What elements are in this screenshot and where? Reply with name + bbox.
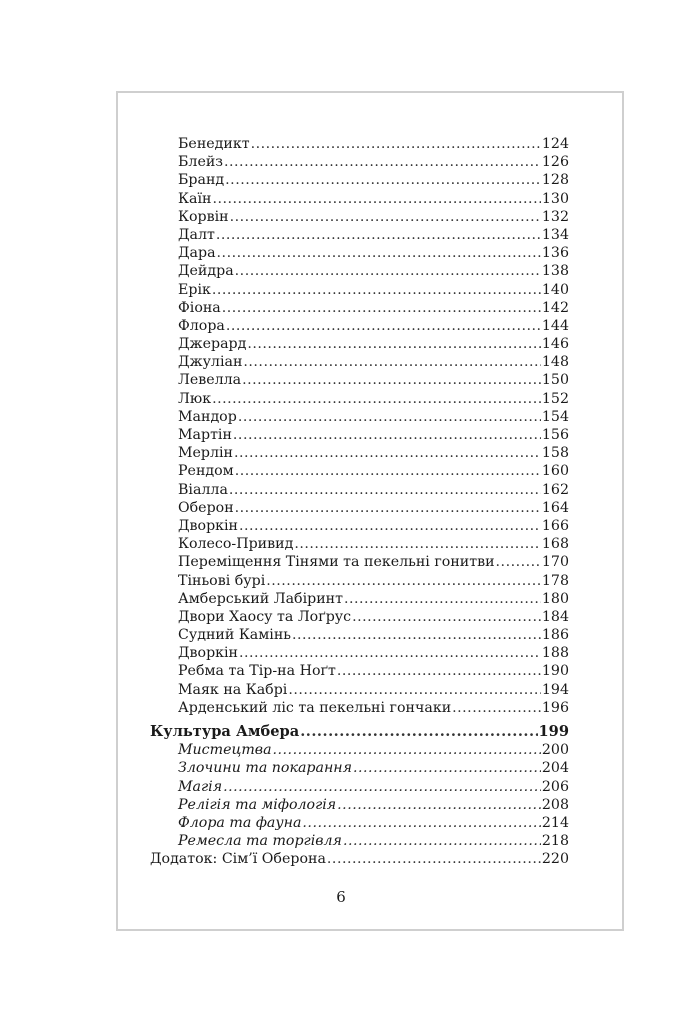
toc-entry-page: 138: [541, 263, 569, 280]
toc-entry-page: 130: [541, 190, 569, 207]
toc-entries: [150, 135, 569, 717]
toc-entry[interactable]: [150, 741, 569, 759]
toc-leader-dots: [222, 299, 541, 317]
toc-entry[interactable]: [150, 190, 569, 208]
toc-entry-label: Корвін: [178, 208, 229, 225]
toc-leader-dots: [225, 171, 541, 189]
toc-entry-label: Рендом: [178, 463, 234, 480]
toc-leader-dots: [212, 390, 541, 408]
toc-leader-dots: [242, 371, 541, 389]
toc-entry-label: Далт: [178, 226, 215, 243]
toc-leader-dots: [352, 608, 541, 626]
toc-entry-page: 126: [541, 154, 569, 171]
toc-leader-dots: [223, 778, 541, 796]
toc-entry-label: Дворкін: [178, 645, 239, 662]
toc-entry-label: Двори Хаосу та Лоґрус: [178, 608, 352, 625]
toc-entry-page: 200: [541, 742, 569, 759]
toc-entry-page: 194: [541, 681, 569, 698]
toc-leader-dots: [235, 499, 541, 517]
toc-section-page: 199: [538, 723, 569, 740]
toc-leader-dots: [234, 444, 541, 462]
toc-entry[interactable]: [150, 335, 569, 353]
toc-entry-page: 196: [541, 699, 569, 716]
toc-entry[interactable]: [150, 390, 569, 408]
toc-leader-dots: [288, 681, 541, 699]
toc-entry-label: Джуліан: [178, 354, 243, 371]
toc-leader-dots: [212, 281, 541, 299]
page-number: 6: [336, 888, 346, 906]
toc-leader-dots: [235, 462, 541, 480]
toc-entry-label: Флора та фауна: [178, 814, 302, 831]
toc-entry-label: Маяк на Кабрі: [178, 681, 288, 698]
toc-entry[interactable]: [150, 662, 569, 680]
toc-entry-page: 190: [541, 663, 569, 680]
toc-entry[interactable]: [150, 590, 569, 608]
toc-entry[interactable]: [150, 499, 569, 517]
toc-entry-page: 180: [541, 590, 569, 607]
toc-entry-label: Мистецтва: [178, 742, 272, 759]
toc-entry-page: 124: [541, 136, 569, 152]
toc-leader-dots: [294, 535, 541, 553]
toc-entry-label: Блейз: [178, 154, 224, 171]
toc-entry-page: 150: [541, 372, 569, 389]
toc-entry[interactable]: [150, 481, 569, 499]
toc-entry[interactable]: [150, 426, 569, 444]
toc-entry[interactable]: [150, 778, 569, 796]
toc-entry[interactable]: [150, 553, 569, 571]
toc-entry[interactable]: [150, 135, 569, 153]
toc-leader-dots: [337, 796, 541, 814]
toc-entry-page: 188: [541, 645, 569, 662]
toc-entry[interactable]: [150, 832, 569, 850]
toc-entry-page: 178: [541, 572, 569, 589]
toc-leader-dots: [238, 408, 541, 426]
toc-entry-label: Тіньові бурі: [178, 572, 266, 589]
toc-entry[interactable]: [150, 171, 569, 189]
toc-entry[interactable]: [150, 626, 569, 644]
toc-entry-label: Дара: [178, 245, 216, 262]
toc-entry-label: Бенедикт: [178, 136, 250, 152]
toc-leader-dots: [327, 850, 541, 868]
toc-entry-page: 134: [541, 226, 569, 243]
toc-leader-dots: [229, 481, 541, 499]
toc-entry[interactable]: [150, 299, 569, 317]
toc-entry-page: 158: [541, 445, 569, 462]
toc-entry-label: Дворкін: [178, 517, 239, 534]
toc-entry[interactable]: [150, 608, 569, 626]
toc-leader-dots: [337, 662, 541, 680]
toc-leader-dots: [273, 741, 541, 759]
toc-leader-dots: [496, 553, 541, 571]
toc-entry-page: 140: [541, 281, 569, 298]
toc-entry[interactable]: [150, 371, 569, 389]
toc-leader-dots: [302, 814, 540, 832]
toc-entry[interactable]: [150, 462, 569, 480]
toc-entry-page: 166: [541, 517, 569, 534]
toc-leader-dots: [353, 759, 541, 777]
toc-entry-page: 152: [541, 390, 569, 407]
toc-leader-dots: [224, 153, 541, 171]
toc-leader-dots: [344, 590, 541, 608]
toc-leader-dots: [239, 644, 541, 662]
toc-leader-dots: [292, 626, 541, 644]
toc-appendix-page: 220: [541, 851, 569, 868]
toc-entry[interactable]: [150, 353, 569, 371]
toc-entry-page: 128: [541, 172, 569, 189]
toc-entry-page: 142: [541, 299, 569, 316]
toc-entry-label: Арденський ліс та пекельні гончаки: [178, 699, 452, 716]
toc-leader-dots: [247, 335, 541, 353]
toc-leader-dots: [216, 226, 541, 244]
toc-leader-dots: [226, 317, 541, 335]
toc-entry-page: 208: [541, 796, 569, 813]
toc-entry-label: Каїн: [178, 190, 212, 207]
toc-entry-page: 186: [541, 627, 569, 644]
toc-entry-page: 214: [541, 814, 569, 831]
toc-leader-dots: [217, 244, 541, 262]
toc-entry-label: Магія: [178, 778, 223, 795]
toc-entry-label: Мерлін: [178, 445, 234, 462]
toc-entry-label: Бранд: [178, 172, 225, 189]
toc-entry[interactable]: [150, 814, 569, 832]
toc-entry[interactable]: [150, 572, 569, 590]
toc-leader-dots: [230, 208, 541, 226]
toc-entry[interactable]: [150, 226, 569, 244]
toc-section-label: Культура Амбера: [150, 723, 300, 740]
toc-entry[interactable]: [150, 644, 569, 662]
toc-entry-page: 146: [541, 336, 569, 353]
toc-entry[interactable]: [150, 535, 569, 553]
toc-entry-page: 148: [541, 354, 569, 371]
toc-entry[interactable]: [150, 517, 569, 535]
toc-entry-page: 144: [541, 317, 569, 334]
toc-entry[interactable]: [150, 699, 569, 717]
toc-entry-page: 168: [541, 536, 569, 553]
toc-appendix-label: Додаток: Сім’ї Оберона: [150, 851, 326, 868]
toc-entry-label: Люк: [178, 390, 212, 407]
toc-entry[interactable]: [150, 796, 569, 814]
table-of-contents: [150, 135, 569, 869]
toc-entry[interactable]: [150, 208, 569, 226]
toc-leader-dots: [243, 353, 541, 371]
toc-entry-page: 154: [541, 408, 569, 425]
toc-entry-label: Релігія та міфологія: [178, 796, 337, 813]
toc-entry-page: 162: [541, 481, 569, 498]
toc-entry-label: Злочини та покарання: [178, 760, 353, 777]
toc-entry-page: 218: [541, 833, 569, 850]
toc-entry-label: Фіона: [178, 299, 221, 316]
toc-leader-dots: [300, 723, 537, 741]
toc-entry-page: 132: [541, 208, 569, 225]
toc-entry-page: 204: [541, 760, 569, 777]
toc-entry-label: Оберон: [178, 499, 234, 516]
toc-entry-page: 206: [541, 778, 569, 795]
toc-leader-dots: [452, 699, 541, 717]
toc-entry[interactable]: [150, 317, 569, 335]
toc-entry-page: 164: [541, 499, 569, 516]
toc-entry-label: Мартін: [178, 427, 232, 443]
toc-entry-page: 156: [541, 427, 569, 443]
toc-leader-dots: [343, 832, 541, 850]
toc-leader-dots: [266, 572, 541, 590]
toc-subentries: [150, 741, 569, 850]
toc-entry-label: Джерард: [178, 336, 247, 353]
toc-entry-page: 136: [541, 245, 569, 262]
toc-entry[interactable]: [150, 281, 569, 299]
toc-entry-page: 170: [541, 554, 569, 571]
toc-leader-dots: [235, 262, 541, 280]
toc-leader-dots: [233, 426, 541, 444]
toc-entry[interactable]: [150, 153, 569, 171]
toc-entry-label: Флора: [178, 317, 225, 334]
toc-entry-label: Віалла: [178, 481, 228, 498]
toc-entry-page: 184: [541, 608, 569, 625]
toc-appendix[interactable]: [150, 850, 569, 868]
toc-leader-dots: [239, 517, 541, 535]
toc-entry-label: Амберський Лабіринт: [178, 590, 343, 607]
toc-entry-label: Мандор: [178, 408, 237, 425]
toc-entry-label: Левелла: [178, 372, 242, 389]
toc-entry-label: Ерік: [178, 281, 211, 298]
toc-entry[interactable]: [150, 759, 569, 777]
toc-entry-label: Переміщення Тінями та пекельні гонитви: [178, 554, 495, 571]
toc-entry[interactable]: [150, 408, 569, 426]
toc-entry[interactable]: [150, 444, 569, 462]
toc-entry-label: Судний Камінь: [178, 627, 292, 644]
toc-entry[interactable]: [150, 244, 569, 262]
toc-entry-page: 160: [541, 463, 569, 480]
toc-entry[interactable]: [150, 262, 569, 280]
toc-entry-label: Дейдра: [178, 263, 234, 280]
toc-entry-label: Ребма та Тір-на Ноґт: [178, 663, 336, 680]
toc-entry[interactable]: [150, 681, 569, 699]
toc-leader-dots: [212, 190, 540, 208]
toc-leader-dots: [251, 135, 541, 153]
toc-section-culture[interactable]: [150, 723, 569, 741]
toc-entry-label: Колесо-Привид: [178, 536, 294, 553]
toc-entry-label: Ремесла та торгівля: [178, 833, 342, 850]
